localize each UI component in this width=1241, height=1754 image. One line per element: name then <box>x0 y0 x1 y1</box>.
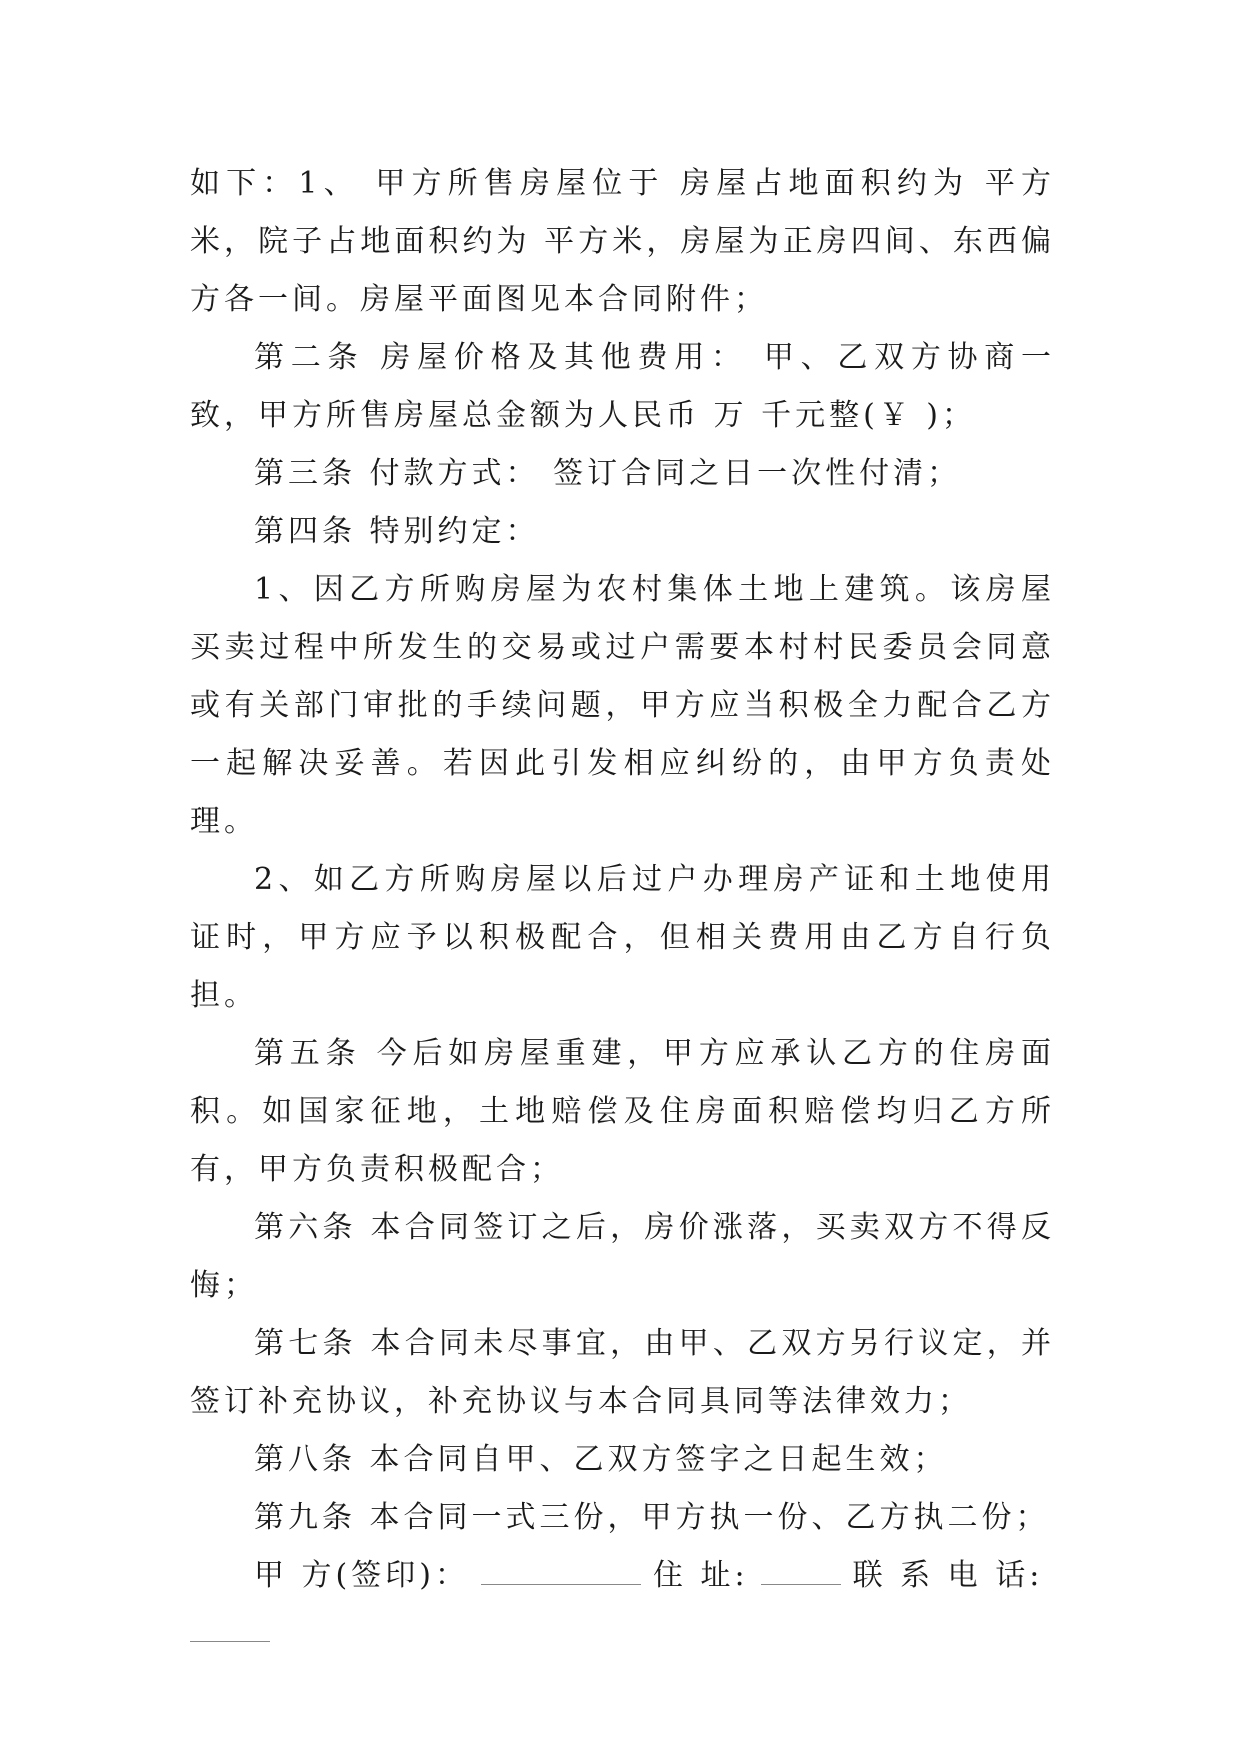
signature-line <box>190 1547 1055 1605</box>
document-body <box>190 155 1055 1642</box>
address-blank <box>761 1562 841 1585</box>
paragraph-article-5: 第五条 今后如房屋重建，甲方应承认乙方的住房面积。如国家征地，土地赔偿及住房面积赔偿均归乙方所有，甲方负责积极配合； <box>190 1036 1055 1187</box>
paragraph-intro: 如下：1、 甲方所售房屋位于 房屋占地面积约为 平方米，院子占地面积约为 平方米，房屋为正房四间、东西偏方各一间。房屋平面图见本合同附件； <box>190 166 1055 317</box>
paragraph-clause-2: 2、如乙方所购房屋以后过户办理房产证和土地使用证时，甲方应予以积极配合，但相关费用由乙方自行负担。 <box>190 862 1055 1013</box>
address-label: 住 址: <box>652 1558 749 1593</box>
phone-blank <box>190 1617 270 1642</box>
paragraph-article-4: 第四条 特别约定： <box>254 514 540 549</box>
paragraph-article-6: 第六条 本合同签订之后，房价涨落，买卖双方不得反悔； <box>190 1210 1055 1303</box>
party-a-signature-blank <box>481 1562 641 1585</box>
phone-label: 联 系 电 话: <box>852 1558 1044 1593</box>
paragraph-article-9: 第九条 本合同一式三份，甲方执一份、乙方执二份； <box>254 1500 1050 1535</box>
paragraph-article-8: 第八条 本合同自甲、乙双方签字之日起生效； <box>254 1442 948 1477</box>
paragraph-article-3: 第三条 付款方式： 签订合同之日一次性付清； <box>254 456 962 491</box>
paragraph-article-7: 第七条 本合同未尽事宜，由甲、乙双方另行议定，并签订补充协议，补充协议与本合同具同等法律效力； <box>190 1326 1055 1419</box>
paragraph-clause-1: 1、因乙方所购房屋为农村集体土地上建筑。该房屋买卖过程中所发生的交易或过户需要本村村民委员会同意或有关部门审批的手续问题，甲方应当积极全力配合乙方一起解决妥善。若因此引发相应纠纷的，由甲方负责处理。 <box>190 572 1055 839</box>
party-a-label: 甲 方(签印)： <box>254 1558 469 1593</box>
paragraph-article-2: 第二条 房屋价格及其他费用： 甲、乙双方协商一致，甲方所售房屋总金额为人民币 万 千元整(￥ )； <box>190 340 1055 433</box>
